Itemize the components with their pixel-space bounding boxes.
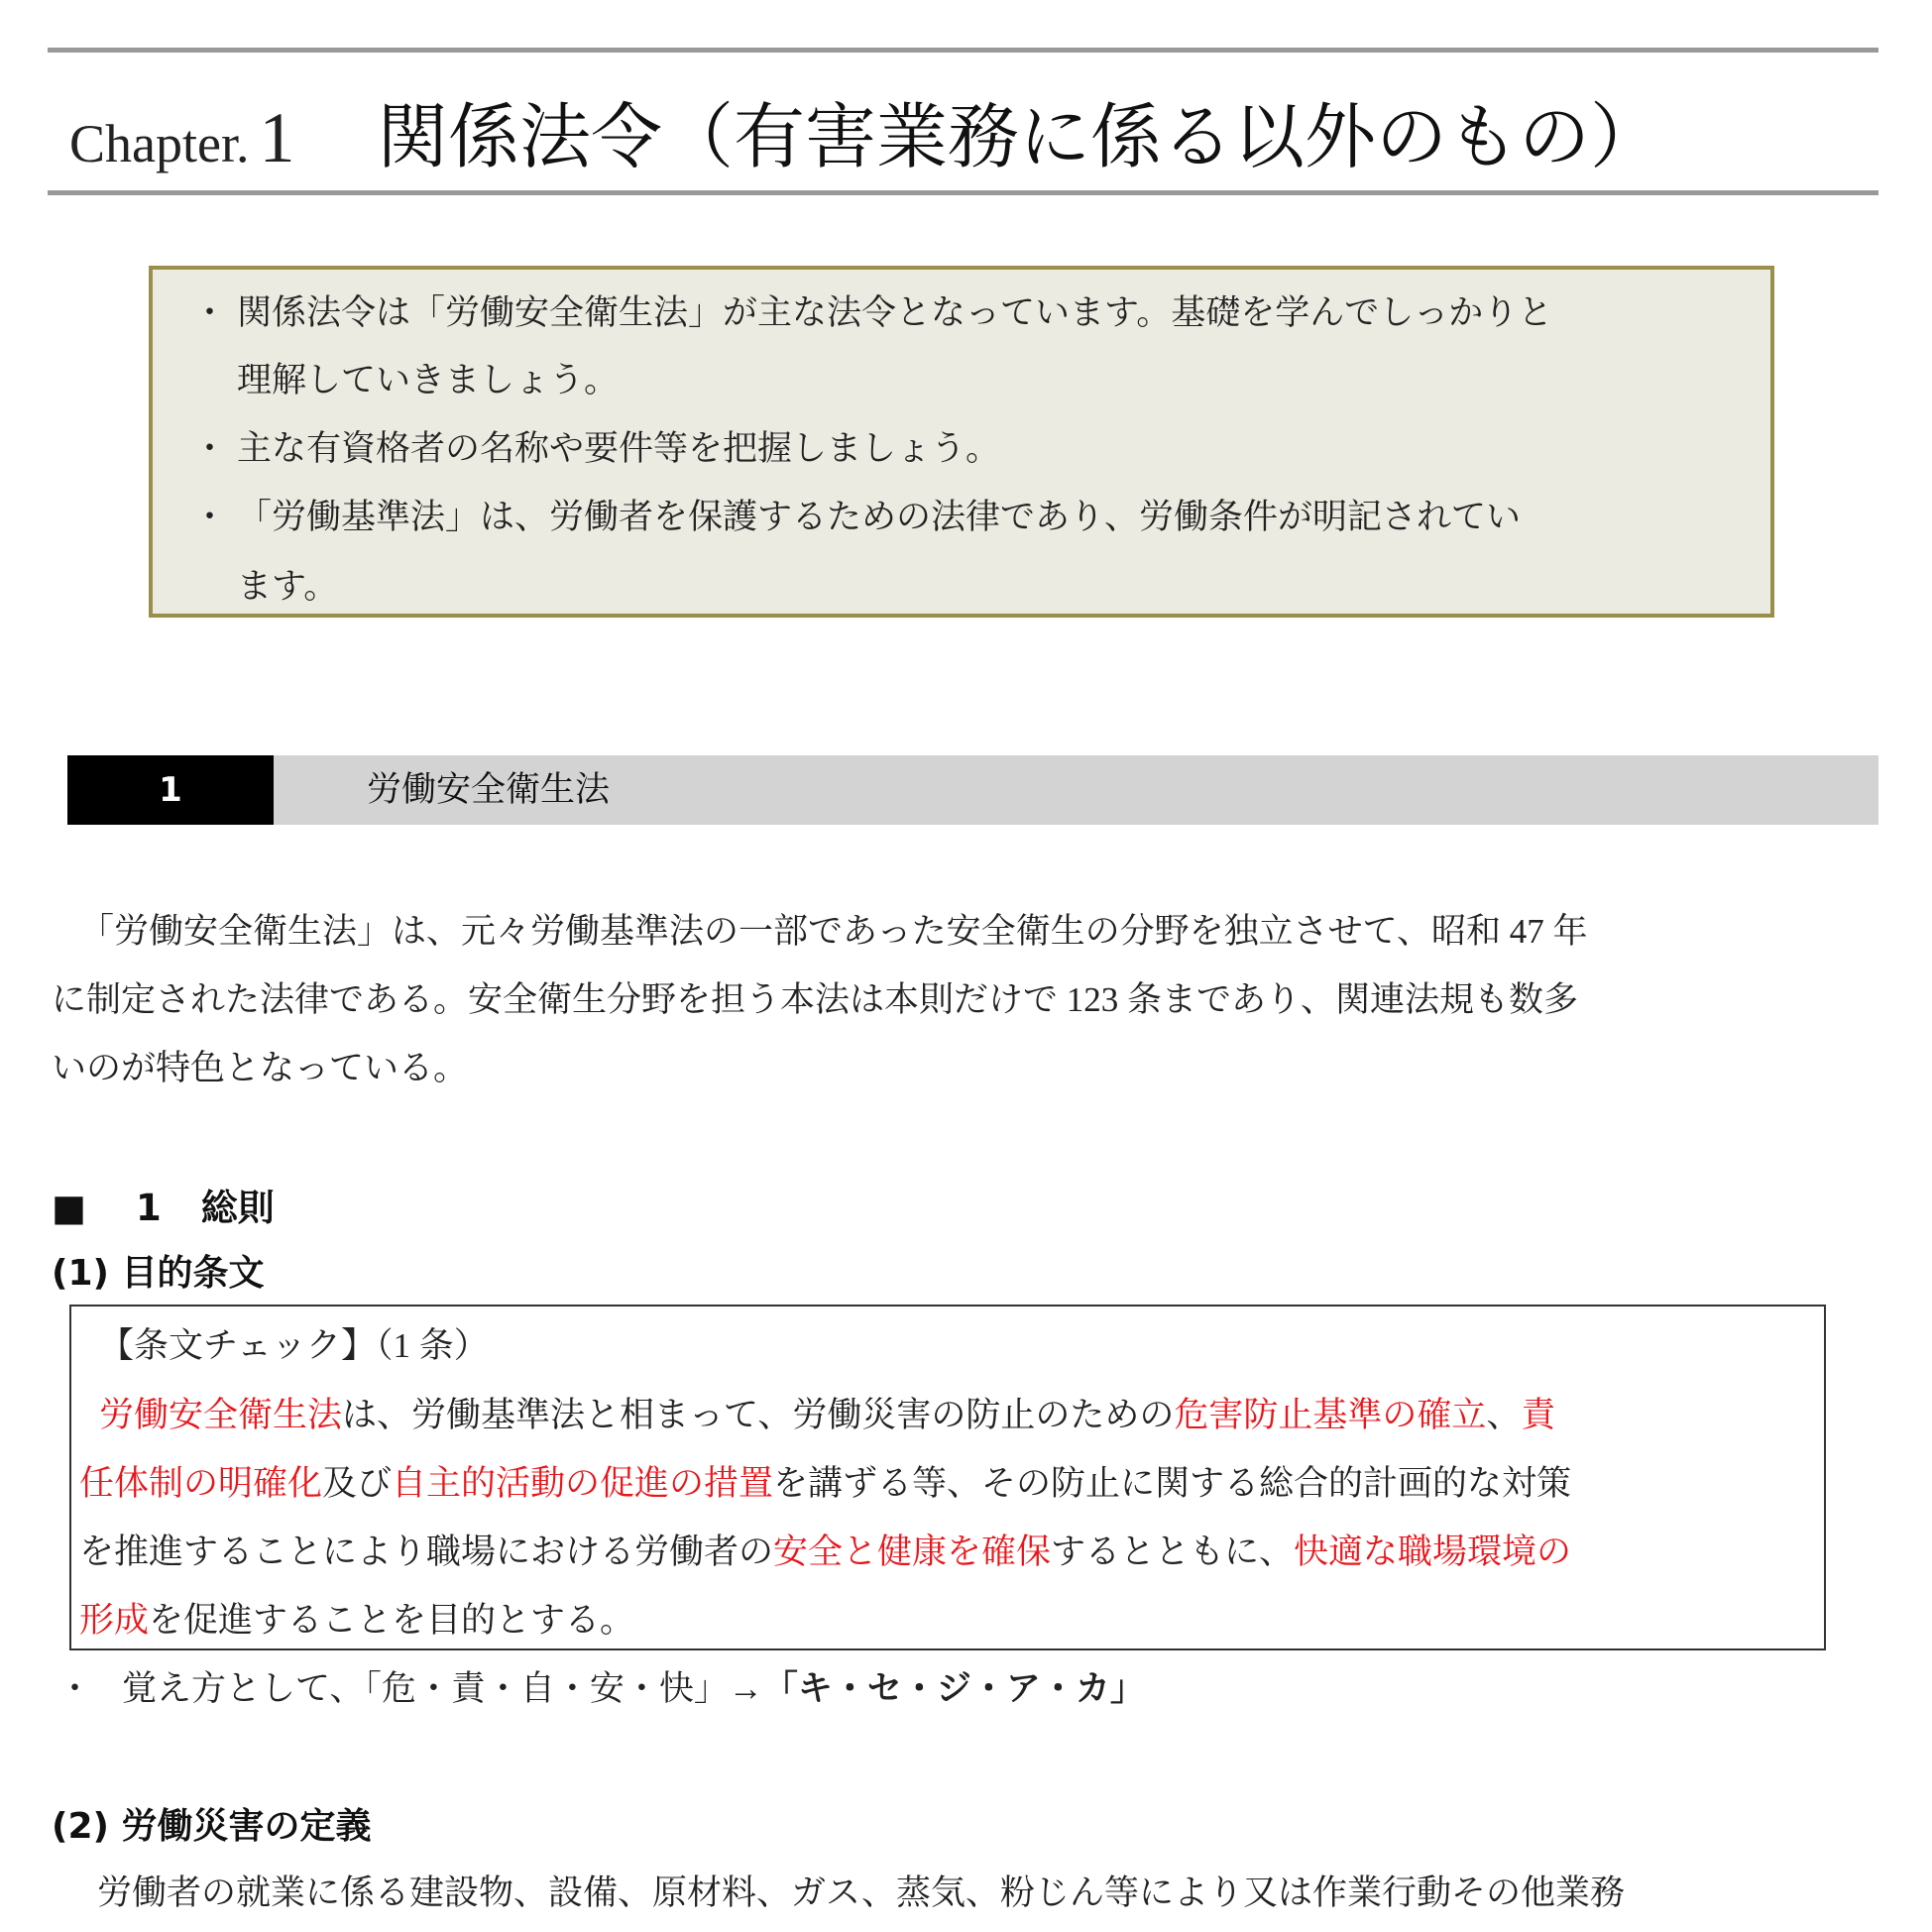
article-text: は、労働基準法と相まって、労働災害の防止のための bbox=[342, 1396, 1175, 1434]
heading-title: 総則 bbox=[200, 1187, 275, 1229]
paragraph-line: に制定された法律である。安全衛生分野を担う本法は本則だけで 123 条まであり、関連法規も数多 bbox=[52, 980, 1579, 1019]
intro-text: 関係法令は「労働安全衛生法」が主な法令となっています。基礎を学んでしっかりと bbox=[237, 293, 1553, 333]
highlighted-text: 労働安全衛生法 bbox=[99, 1396, 343, 1434]
bottom-rule bbox=[48, 190, 1878, 195]
intro-text: 理解していきましょう。 bbox=[237, 361, 620, 400]
section-title: 労働安全衛生法 bbox=[367, 770, 611, 810]
chapter-title: 関係法令（有害業務に係る以外のもの） bbox=[377, 95, 1662, 178]
highlighted-text: 安全と健康を確保 bbox=[773, 1533, 1052, 1571]
heading-number: 1 bbox=[135, 1187, 162, 1229]
article-line bbox=[79, 1525, 1571, 1574]
article-line bbox=[79, 1456, 1571, 1506]
intro-box bbox=[149, 266, 1774, 618]
article-text: を促進することを目的とする。 bbox=[149, 1601, 635, 1640]
highlighted-text: 任体制の明確化 bbox=[79, 1464, 323, 1503]
intro-item bbox=[192, 285, 1552, 335]
article-header: 【条文チェック】（1 条） bbox=[99, 1326, 489, 1365]
article-text: 、 bbox=[1486, 1396, 1522, 1434]
subheading-purpose: (1) 目的条文 bbox=[52, 1253, 265, 1294]
bullet: ・ bbox=[192, 429, 228, 469]
article-box bbox=[69, 1305, 1826, 1650]
highlighted-text: 快適な職場環境の bbox=[1294, 1533, 1572, 1571]
bullet: ・ bbox=[192, 293, 228, 333]
intro-text: 主な有資格者の名称や要件等を把握しましょう。 bbox=[237, 429, 1001, 469]
highlighted-text: 形成 bbox=[79, 1601, 150, 1640]
article-text: するとともに、 bbox=[1051, 1533, 1295, 1571]
article-line bbox=[79, 1593, 634, 1643]
article-text: を推進することにより職場における労働者の bbox=[79, 1533, 774, 1571]
intro-item bbox=[192, 421, 1000, 471]
bullet: ・ bbox=[192, 498, 228, 537]
chapter-label bbox=[69, 97, 294, 179]
highlighted-text: 自主的活動の促進の措置 bbox=[392, 1464, 774, 1503]
intro-text: 「労働基準法」は、労働者を保護するための法律であり、労働条件が明記されてい bbox=[237, 498, 1522, 537]
paragraph-line: 労働者の就業に係る建設物、設備、原材料、ガス、蒸気、粉じん等により又は作業行動その他業務 bbox=[97, 1874, 1626, 1912]
article-text: を講ずる等、その防止に関する総合的計画的な対策 bbox=[773, 1464, 1572, 1503]
paragraph-line: いのが特色となっている。 bbox=[52, 1049, 469, 1087]
section-number: 1 bbox=[67, 755, 274, 825]
section-header bbox=[67, 755, 1878, 825]
chapter-prefix: Chapter. bbox=[69, 114, 250, 173]
paragraph-line: 「労働安全衛生法」は、元々労働基準法の一部であった安全衛生の分野を独立させて、昭和 47 年 bbox=[79, 912, 1588, 951]
memo-line bbox=[57, 1661, 1145, 1711]
chapter-number: 1 bbox=[259, 98, 295, 177]
heading-general bbox=[52, 1178, 275, 1231]
top-rule bbox=[48, 48, 1878, 53]
article-text: 及び bbox=[322, 1464, 393, 1503]
intro-item bbox=[192, 490, 1521, 539]
article-line bbox=[99, 1388, 1555, 1437]
memo-emphasis: 「キ・セ・ジ・ア・カ」 bbox=[762, 1669, 1145, 1709]
square-marker-icon: ■ bbox=[52, 1187, 86, 1229]
highlighted-text: 危害防止基準の確立 bbox=[1174, 1396, 1487, 1434]
memo-text: 覚え方として、「危・責・自・安・快」→ bbox=[122, 1669, 763, 1708]
bullet: ・ bbox=[57, 1669, 93, 1708]
subheading-definition: (2) 労働災害の定義 bbox=[52, 1806, 372, 1847]
intro-text: ます。 bbox=[237, 567, 339, 607]
highlighted-text: 責 bbox=[1521, 1396, 1556, 1434]
